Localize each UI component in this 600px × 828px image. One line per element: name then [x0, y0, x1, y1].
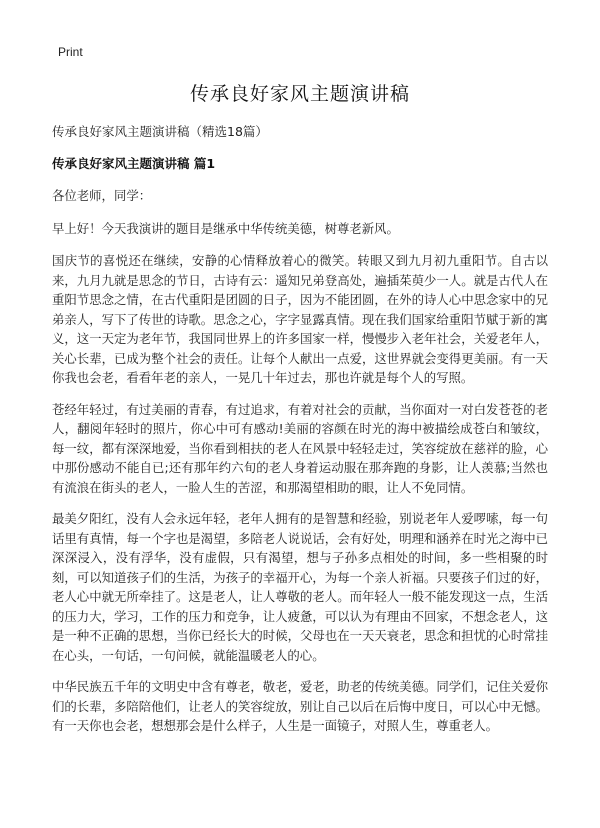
document-subtitle: 传承良好家风主题演讲稿（精选18篇）	[52, 124, 268, 139]
paragraph-sunset: 最美夕阳红，没有人会永远年轻，老年人拥有的是智慧和经验，别说老年人爱啰嗦，每一句话里有真情，每一个字也是渴望，多陪老人说说话，会有好处，明理和涵养在时光之海中已深深浸入，没有浮华，没有虚假，只有渴望，想与子孙多点相处的时间，多一些相聚的时刻，可以知道孩子们的生活，为孩子的幸福开心，为每一个亲人祈福。只要孩子们过的好，老人心中就无所牵挂了。这是老人，让人尊敬的老人。而年轻人一般不能发现这一点，生活的压力大，学习，工作的压力和竞争，让人疲惫，可以认为有理由不回家，不想念老人，这是一种不正确的思想，当你已经长大的时候，父母也在一天天衰老，思念和担忧的心时常挂在心头，一句话，一句问候，就能温暖老人的心。	[52, 511, 548, 663]
document-title: 传承良好家风主题演讲稿	[189, 83, 410, 105]
paragraph-youth: 苍经年轻过，有过美丽的青春，有过追求，有着对社会的贡献，当你面对一对白发苍苍的老人，翻阅年轻时的照片，你心中可有感动!美丽的容颜在时光的海中被描绘成苍白和皱纹，每一纹，都有深深地爱，当你看到相扶的老人在风景中轻轻走过，笑容绽放在慈祥的脸，心中那份感动不能自已;还有那年约六旬的老人身着运动服在那奔跑的身影，让人羡慕;当然也有流浪在街头的老人，一脸人生的苦涩，和那渴望相助的眼，让人不免同情。	[52, 401, 548, 495]
paragraph-opening: 早上好！今天我演讲的题目是继承中华传统美德，树尊老新风。	[52, 220, 399, 236]
paragraph-chongyang: 国庆节的喜悦还在继续，安静的心情释放着心的微笑。转眼又到九月初九重阳节。自古以来，九月九就是思念的节日，古诗有云：遥知兄弟登高处，遍插茱萸少一人。就是古代人在重阳节思念之情，在古代重阳是团圆的日子，因为不能团圆，在外的诗人心中思念家中的兄弟亲人，写下了传世的诗歌。思念之心，字字显露真情。现在我们国家给重阳节赋于新的寓义，这一天定为老年节，我国同世界上的许多国家一样，慢慢步入老年社会，关爱老年人，关心长辈，已成为整个社会的责任。让每个人献出一点爱，这世界就会变得更美丽。有一天你我也会老，看看年老的亲人，一晃几十年过去，那也许就是每个人的写照。	[52, 253, 548, 385]
section-heading: 传承良好家风主题演讲稿 篇1	[52, 156, 216, 171]
paragraph-tradition: 中华民族五千年的文明史中含有尊老，敬老，爱老，助老的传统美德。同学们，记住关爱你们的长辈，多陪陪他们，让老人的笑容绽放，别让自己以后在后悔中度日，可以心中无憾。有一天你也会老，想想那会是什么样子，人生是一面镜子，对照人生，尊重老人。	[52, 679, 548, 733]
greeting: 各位老师，同学：	[52, 188, 152, 203]
print-label: Print	[58, 45, 83, 59]
